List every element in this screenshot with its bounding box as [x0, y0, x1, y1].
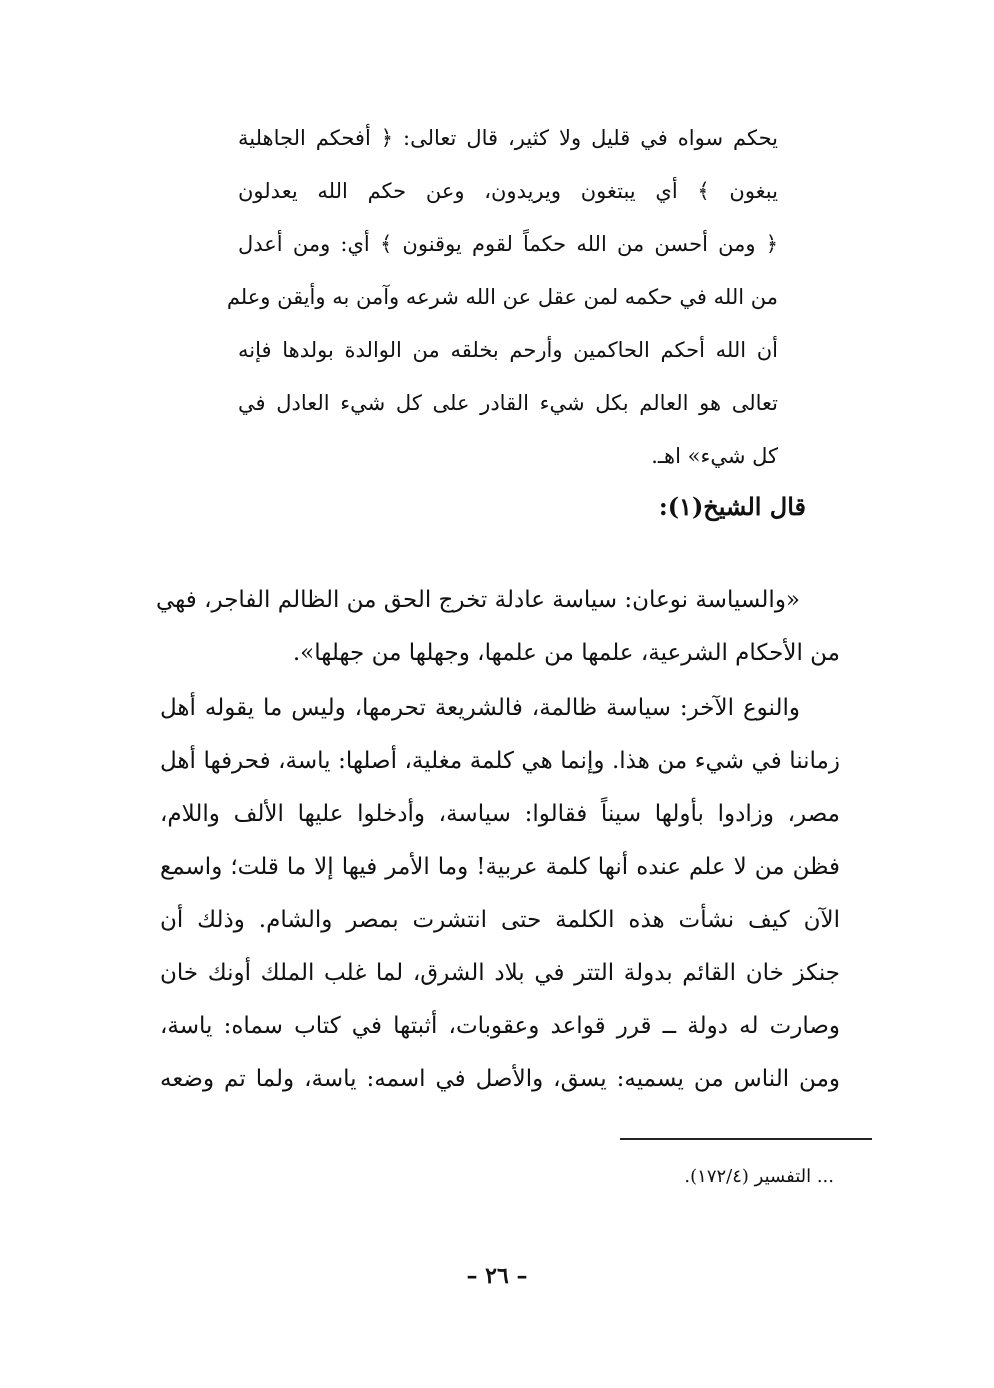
- text-line: فظن من لا علم عنده أنها كلمة عربية! وما الأمر فيها إلا ما قلت؛ واسمع: [160, 854, 840, 880]
- text-line: وصارت له دولة ــ قرر قواعد وعقوبات، أثبتها في كتاب سماه: ياسة،: [160, 1013, 840, 1039]
- text-line: مصر، وزادوا بأولها سيناً فقالوا: سياسة، وأدخلوا عليها الألف واللام،: [160, 801, 840, 827]
- text-line: ومن الناس من يسميه: يسق، والأصل في اسمه: ياسة، ولما تم وضعه: [160, 1066, 840, 1092]
- text-line: زماننا في شيء من هذا. وإنما هي كلمة مغلية، أصلها: ياسة، فحرفها أهل: [160, 748, 840, 774]
- paragraph-1: [156, 574, 840, 680]
- quoted-passage: [226, 112, 778, 483]
- page-number: – ٢٦ –: [466, 1263, 528, 1289]
- text-line: ﴿ ومن أحسن من الله حكماً لقوم يوقنون ﴾ أي: ومن أعدل: [238, 232, 778, 256]
- text-line: «والسياسة نوعان: سياسة عادلة تخرج الحق من الظالم الفاجر، فهي: [156, 587, 800, 613]
- text-line: الآن كيف نشأت هذه الكلمة حتى انتشرت بمصر والشام. وذلك أن: [160, 907, 840, 933]
- paragraph-2: [160, 682, 840, 1106]
- text-line: من الله في حكمه لمن عقل عن الله شرعه وآمن به وأيقن وعلم: [226, 285, 778, 309]
- text-line: تعالى هو العالم بكل شيء القادر على كل شيء العادل في: [238, 391, 778, 415]
- footnote-divider: [620, 1138, 872, 1140]
- text-line: أن الله أحكم الحاكمين وأرحم بخلقه من الوالدة بولدها فإنه: [238, 338, 778, 362]
- text-line: جنكز خان القائم بدولة التتر في بلاد الشرق، لما غلب الملك أونك خان: [160, 960, 840, 986]
- text-line: من الأحكام الشرعية، علمها من علمها، وجهلها من جهلها».: [292, 640, 840, 666]
- section-heading: قال الشيخ(١):: [658, 492, 806, 521]
- text-line: يبغون ﴾ أي يبتغون ويريدون، وعن حكم الله يعدلون: [238, 179, 778, 203]
- text-line: يحكم سواه في قليل ولا كثير، قال تعالى: ﴿ أفحكم الجاهلية: [238, 126, 778, 150]
- text-line: والنوع الآخر: سياسة ظالمة، فالشريعة تحرمها، وليس ما يقوله أهل: [160, 695, 800, 721]
- text-line: كل شيء» اهـ.: [651, 444, 778, 468]
- footnote: ... التفسير (١٧٢/٤).: [684, 1166, 834, 1187]
